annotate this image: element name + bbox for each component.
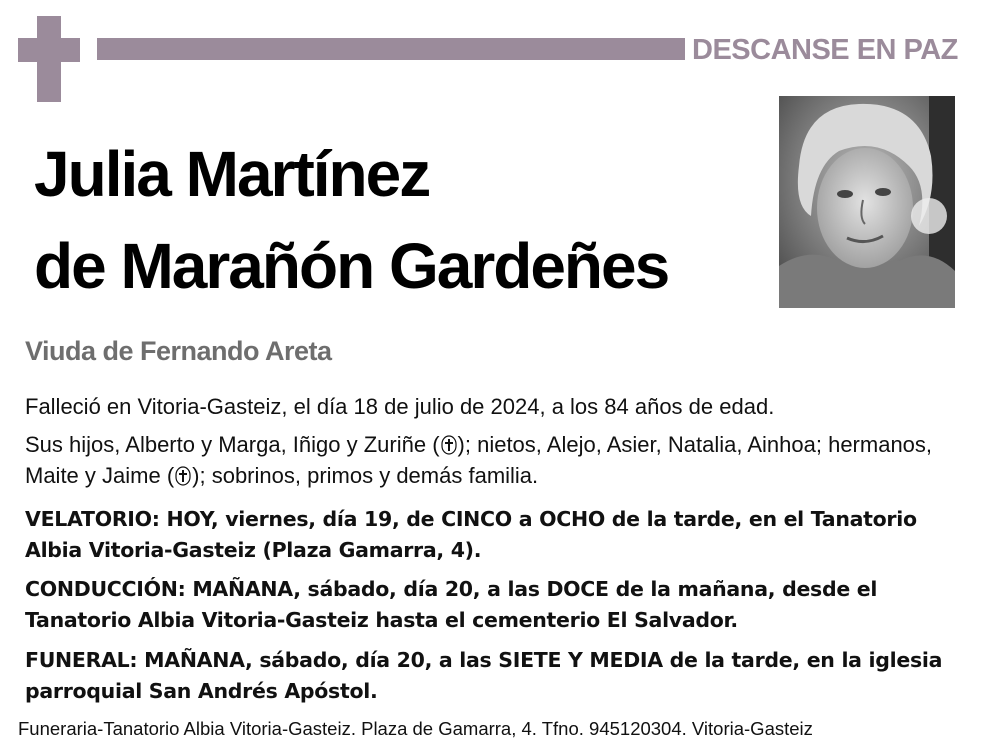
deceased-name-line1: Julia Martínez	[34, 138, 430, 210]
portrait-photo	[779, 96, 955, 308]
header-title: DESCANSE EN PAZ	[692, 34, 958, 66]
deceased-cross-icon	[175, 466, 191, 486]
family-part-2: ); nietos, Alejo, Asier, Natalia, Ainhoa; hermanos, Maite y Jaime (	[25, 432, 933, 488]
family-part-1: Sus hijos, Alberto y Marga, Iñigo y Zuriñe (	[25, 432, 440, 457]
family-list	[25, 429, 970, 491]
deceased-name-line2: de Marañón Gardeñes	[34, 230, 669, 302]
death-notice: Falleció en Vitoria-Gasteiz, el día 18 de julio de 2024, a los 84 años de edad.	[25, 394, 775, 419]
header-divider-bar	[97, 38, 685, 60]
funeral-home-footer: Funeraria-Tanatorio Albia Vitoria-Gasteiz. Plaza de Gamarra, 4. Tfno. 945120304. Vitoria-Gasteiz	[18, 718, 813, 739]
portrait-photo-drawing	[779, 96, 955, 308]
widow-subtitle: Viuda de Fernando Areta	[25, 336, 332, 366]
cross-horizontal-bar	[18, 38, 80, 62]
funeral-notice: FUNERAL: MAÑANA, sábado, día 20, a las SIETE Y MEDIA de la tarde, en la iglesia parroquial San Andrés Apóstol.	[25, 648, 943, 703]
deceased-cross-icon	[441, 435, 457, 455]
velatorio-notice: VELATORIO: HOY, viernes, día 19, de CINCO a OCHO de la tarde, en el Tanatorio Albia Vitoria-Gasteiz (Plaza Gamarra, 4).	[25, 507, 917, 562]
family-part-3: ); sobrinos, primos y demás familia.	[192, 463, 539, 488]
conduccion-notice: CONDUCCIÓN: MAÑANA, sábado, día 20, a las DOCE de la mañana, desde el Tanatorio Albia Vitoria-Gasteiz hasta el cementerio El Salvador.	[25, 577, 878, 632]
